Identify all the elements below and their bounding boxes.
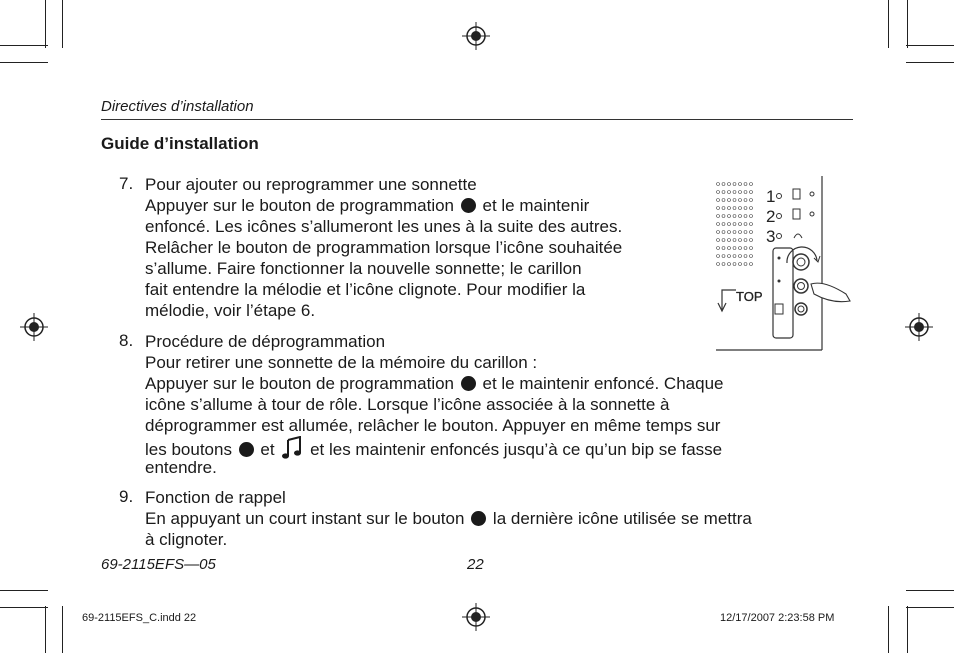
grille-hole xyxy=(717,215,720,218)
crop-mark xyxy=(0,62,48,63)
step-text-line: à clignoter. xyxy=(145,530,228,549)
crop-mark xyxy=(888,0,889,48)
grille-hole xyxy=(739,223,742,226)
grille-hole xyxy=(750,263,753,266)
grille-hole xyxy=(717,223,720,226)
program-button-icon xyxy=(461,198,476,213)
grille-hole xyxy=(722,239,725,242)
grille-hole xyxy=(739,183,742,186)
step-text-line: entendre. xyxy=(145,458,217,477)
step-text-line: En appuyant un court instant sur le bouton la dernière icône utilisée se mettra xyxy=(145,509,752,528)
crop-mark xyxy=(62,0,63,48)
step-text-line: Pour retirer une sonnette de la mémoire du carillon : xyxy=(145,353,538,372)
grille-hole xyxy=(717,263,720,266)
step-text-line: Relâcher le bouton de programmation lorsque l’icône souhaitée xyxy=(145,238,623,257)
grille-hole xyxy=(717,255,720,258)
crop-mark xyxy=(907,0,908,48)
grille-hole xyxy=(744,215,747,218)
grille-hole xyxy=(717,183,720,186)
step-text-line: les boutons et et les maintenir enfoncés jusqu’à ce qu’un bip se fasse xyxy=(145,436,722,460)
slug-timestamp: 12/17/2007 2:23:58 PM xyxy=(720,612,835,624)
grille-hole xyxy=(750,207,753,210)
music-note-icon xyxy=(775,304,783,314)
grille-hole xyxy=(750,223,753,226)
step-number: 8. xyxy=(119,331,134,350)
speaker-grille xyxy=(717,183,753,266)
grille-hole xyxy=(728,239,731,242)
step-heading: Fonction de rappel xyxy=(145,488,286,507)
grille-hole xyxy=(728,247,731,250)
grille-hole xyxy=(717,239,720,242)
grille-hole xyxy=(717,207,720,210)
step-text-line: Appuyer sur le bouton de programmation et le maintenir enfoncé. Chaque xyxy=(145,374,724,393)
grille-hole xyxy=(728,255,731,258)
zone-digit: 2 xyxy=(766,207,776,226)
grille-hole xyxy=(722,199,725,202)
step-text-line: icône s’allume à tour de rôle. Lorsque l’icône associée à la sonnette à xyxy=(145,395,670,414)
grille-hole xyxy=(722,255,725,258)
step-text-line: Appuyer sur le bouton de programmation et le maintenir xyxy=(145,196,590,215)
grille-hole xyxy=(722,263,725,266)
grille-hole xyxy=(722,223,725,226)
grille-hole xyxy=(739,231,742,234)
chime-device-illustration xyxy=(714,176,854,352)
crop-mark xyxy=(906,607,954,608)
step-text-line: s’allume. Faire fonctionner la nouvelle sonnette; le carillon xyxy=(145,259,582,278)
slug-filename: 69-2115EFS_C.indd 22 xyxy=(82,612,197,624)
grille-hole xyxy=(722,183,725,186)
grille-hole xyxy=(733,231,736,234)
crop-mark xyxy=(45,0,46,48)
step-text-line: enfoncé. Les icônes s’allumeront les unes à la suite des autres. xyxy=(145,217,623,236)
page-number: 22 xyxy=(467,556,484,573)
grille-hole xyxy=(717,199,720,202)
header-rule xyxy=(101,119,853,120)
step-heading: Procédure de déprogrammation xyxy=(145,332,386,351)
grille-hole xyxy=(728,263,731,266)
grille-hole xyxy=(728,215,731,218)
crop-mark xyxy=(0,607,48,608)
crop-mark xyxy=(0,45,48,46)
grille-hole xyxy=(722,207,725,210)
grille-hole xyxy=(733,215,736,218)
zone-digit: 1 xyxy=(766,187,776,206)
grille-hole xyxy=(744,207,747,210)
registration-mark-icon xyxy=(20,313,48,341)
grille-hole xyxy=(739,207,742,210)
grille-hole xyxy=(744,247,747,250)
grille-hole xyxy=(750,183,753,186)
crop-mark xyxy=(907,606,908,653)
grille-hole xyxy=(722,247,725,250)
grille-hole xyxy=(728,199,731,202)
crop-mark xyxy=(0,590,48,591)
grille-hole xyxy=(733,239,736,242)
crop-mark xyxy=(45,606,46,653)
grille-hole xyxy=(733,199,736,202)
grille-hole xyxy=(744,239,747,242)
grille-hole xyxy=(728,191,731,194)
grille-hole xyxy=(733,255,736,258)
step-text-line: mélodie, voir l’étape 6. xyxy=(145,301,316,320)
grille-hole xyxy=(733,247,736,250)
grille-hole xyxy=(717,247,720,250)
registration-mark-icon xyxy=(462,603,490,631)
grille-hole xyxy=(744,191,747,194)
crop-mark xyxy=(906,590,954,591)
grille-hole xyxy=(717,231,720,234)
grille-hole xyxy=(744,223,747,226)
grille-hole xyxy=(744,199,747,202)
program-button-icon xyxy=(471,511,486,526)
grille-hole xyxy=(722,191,725,194)
grille-hole xyxy=(744,231,747,234)
grille-hole xyxy=(728,231,731,234)
finger-icon xyxy=(811,283,850,302)
grille-hole xyxy=(750,191,753,194)
grille-hole xyxy=(739,239,742,242)
grille-hole xyxy=(739,215,742,218)
stop-label: TOP xyxy=(736,289,763,304)
music-note-icon xyxy=(281,436,303,460)
grille-hole xyxy=(739,199,742,202)
grille-hole xyxy=(739,191,742,194)
grille-hole xyxy=(750,239,753,242)
grille-hole xyxy=(750,199,753,202)
crop-mark xyxy=(906,62,954,63)
grille-hole xyxy=(744,183,747,186)
crop-mark xyxy=(888,606,889,653)
grille-hole xyxy=(733,183,736,186)
grille-hole xyxy=(744,255,747,258)
zone-digit: 3 xyxy=(766,227,776,246)
step-text-line: déprogrammer est allumée, relâcher le bouton. Appuyer en même temps sur xyxy=(145,416,721,435)
step-number: 7. xyxy=(119,174,134,193)
grille-hole xyxy=(733,191,736,194)
section-title: Guide d’installation xyxy=(101,134,259,153)
step-text-line: fait entendre la mélodie et l’icône clignote. Pour modifier la xyxy=(145,280,586,299)
program-button-icon xyxy=(461,376,476,391)
grille-hole xyxy=(733,207,736,210)
grille-hole xyxy=(717,191,720,194)
grille-hole xyxy=(750,215,753,218)
grille-hole xyxy=(722,231,725,234)
running-header: Directives d’installation xyxy=(101,98,254,115)
grille-hole xyxy=(733,263,736,266)
program-button-icon xyxy=(239,442,254,457)
door-icon xyxy=(793,209,800,219)
document-id: 69-2115EFS—05 xyxy=(101,556,216,573)
grille-hole xyxy=(750,255,753,258)
grille-hole xyxy=(750,231,753,234)
grille-hole xyxy=(739,247,742,250)
grille-hole xyxy=(750,247,753,250)
grille-hole xyxy=(728,223,731,226)
registration-mark-icon xyxy=(462,22,490,50)
grille-hole xyxy=(722,215,725,218)
grille-hole xyxy=(739,263,742,266)
registration-mark-icon xyxy=(905,313,933,341)
grille-hole xyxy=(739,255,742,258)
step-number: 9. xyxy=(119,487,134,506)
crop-mark xyxy=(62,606,63,653)
crop-mark xyxy=(906,45,954,46)
grille-hole xyxy=(733,223,736,226)
grille-hole xyxy=(744,263,747,266)
grille-hole xyxy=(728,183,731,186)
grille-hole xyxy=(728,207,731,210)
step-heading: Pour ajouter ou reprogrammer une sonnette xyxy=(145,175,477,194)
door-icon xyxy=(793,189,800,199)
